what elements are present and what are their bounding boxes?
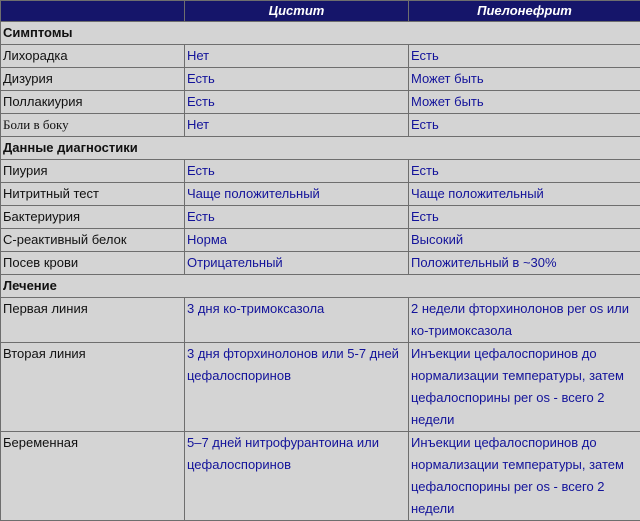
pyelonephritis-value: Чаще положительный — [409, 183, 640, 206]
table-row — [1, 183, 640, 206]
section-row — [1, 137, 640, 160]
row-label: Беременная — [1, 432, 185, 521]
pyelonephritis-value: Инъекции цефалоспоринов до нормализации температуры, затем цефалоспорины per os - всего 2 недели — [409, 343, 640, 432]
cystitis-value: Чаще положительный — [185, 183, 409, 206]
cystitis-value: Есть — [185, 160, 409, 183]
table-row — [1, 298, 640, 343]
pyelonephritis-value: Может быть — [409, 68, 640, 91]
cystitis-value: Есть — [185, 206, 409, 229]
row-label: Боли в боку — [1, 114, 185, 137]
table-row — [1, 68, 640, 91]
cystitis-value: Отрицательный — [185, 252, 409, 275]
cystitis-value: 3 дня ко-тримоксазола — [185, 298, 409, 343]
table-row — [1, 114, 640, 137]
table-row — [1, 206, 640, 229]
row-label: Первая линия — [1, 298, 185, 343]
row-label: Посев крови — [1, 252, 185, 275]
pyelonephritis-value: 2 недели фторхинолонов per os или ко-тримоксазола — [409, 298, 640, 343]
header-row — [1, 1, 640, 22]
pyelonephritis-value: Инъекции цефалоспоринов до нормализации температуры, затем цефалоспорины per os - всего 2 недели — [409, 432, 640, 521]
cystitis-value: 3 дня фторхинолонов или 5-7 дней цефалоспоринов — [185, 343, 409, 432]
section-title-diagnostics: Данные диагностики — [1, 137, 640, 160]
pyelonephritis-value: Есть — [409, 160, 640, 183]
table-row — [1, 343, 640, 432]
header-pyelonephritis: Пиелонефрит — [409, 1, 640, 22]
pyelonephritis-value: Может быть — [409, 91, 640, 114]
section-title-symptoms: Симптомы — [1, 22, 640, 45]
table-row — [1, 229, 640, 252]
pyelonephritis-value: Есть — [409, 206, 640, 229]
table-row — [1, 252, 640, 275]
pyelonephritis-value: Есть — [409, 45, 640, 68]
table-row — [1, 160, 640, 183]
pyelonephritis-value: Положительный в ~30% — [409, 252, 640, 275]
table-row — [1, 432, 640, 521]
row-label: Вторая линия — [1, 343, 185, 432]
row-label: Поллакиурия — [1, 91, 185, 114]
cystitis-value: 5–7 дней нитрофурантоина или цефалоспоринов — [185, 432, 409, 521]
cystitis-value: Есть — [185, 91, 409, 114]
section-row — [1, 22, 640, 45]
section-row — [1, 275, 640, 298]
section-title-treatment: Лечение — [1, 275, 640, 298]
cystitis-value: Нет — [185, 45, 409, 68]
table-row — [1, 45, 640, 68]
header-blank-cell — [1, 1, 185, 22]
table-row — [1, 91, 640, 114]
row-label: Пиурия — [1, 160, 185, 183]
cystitis-value: Нет — [185, 114, 409, 137]
row-label: Нитритный тест — [1, 183, 185, 206]
pyelonephritis-value: Есть — [409, 114, 640, 137]
row-label: Дизурия — [1, 68, 185, 91]
pyelonephritis-value: Высокий — [409, 229, 640, 252]
row-label: Бактериурия — [1, 206, 185, 229]
cystitis-value: Есть — [185, 68, 409, 91]
header-cystitis: Цистит — [185, 1, 409, 22]
row-label: Лихорадка — [1, 45, 185, 68]
cystitis-value: Норма — [185, 229, 409, 252]
row-label: С-реактивный белок — [1, 229, 185, 252]
